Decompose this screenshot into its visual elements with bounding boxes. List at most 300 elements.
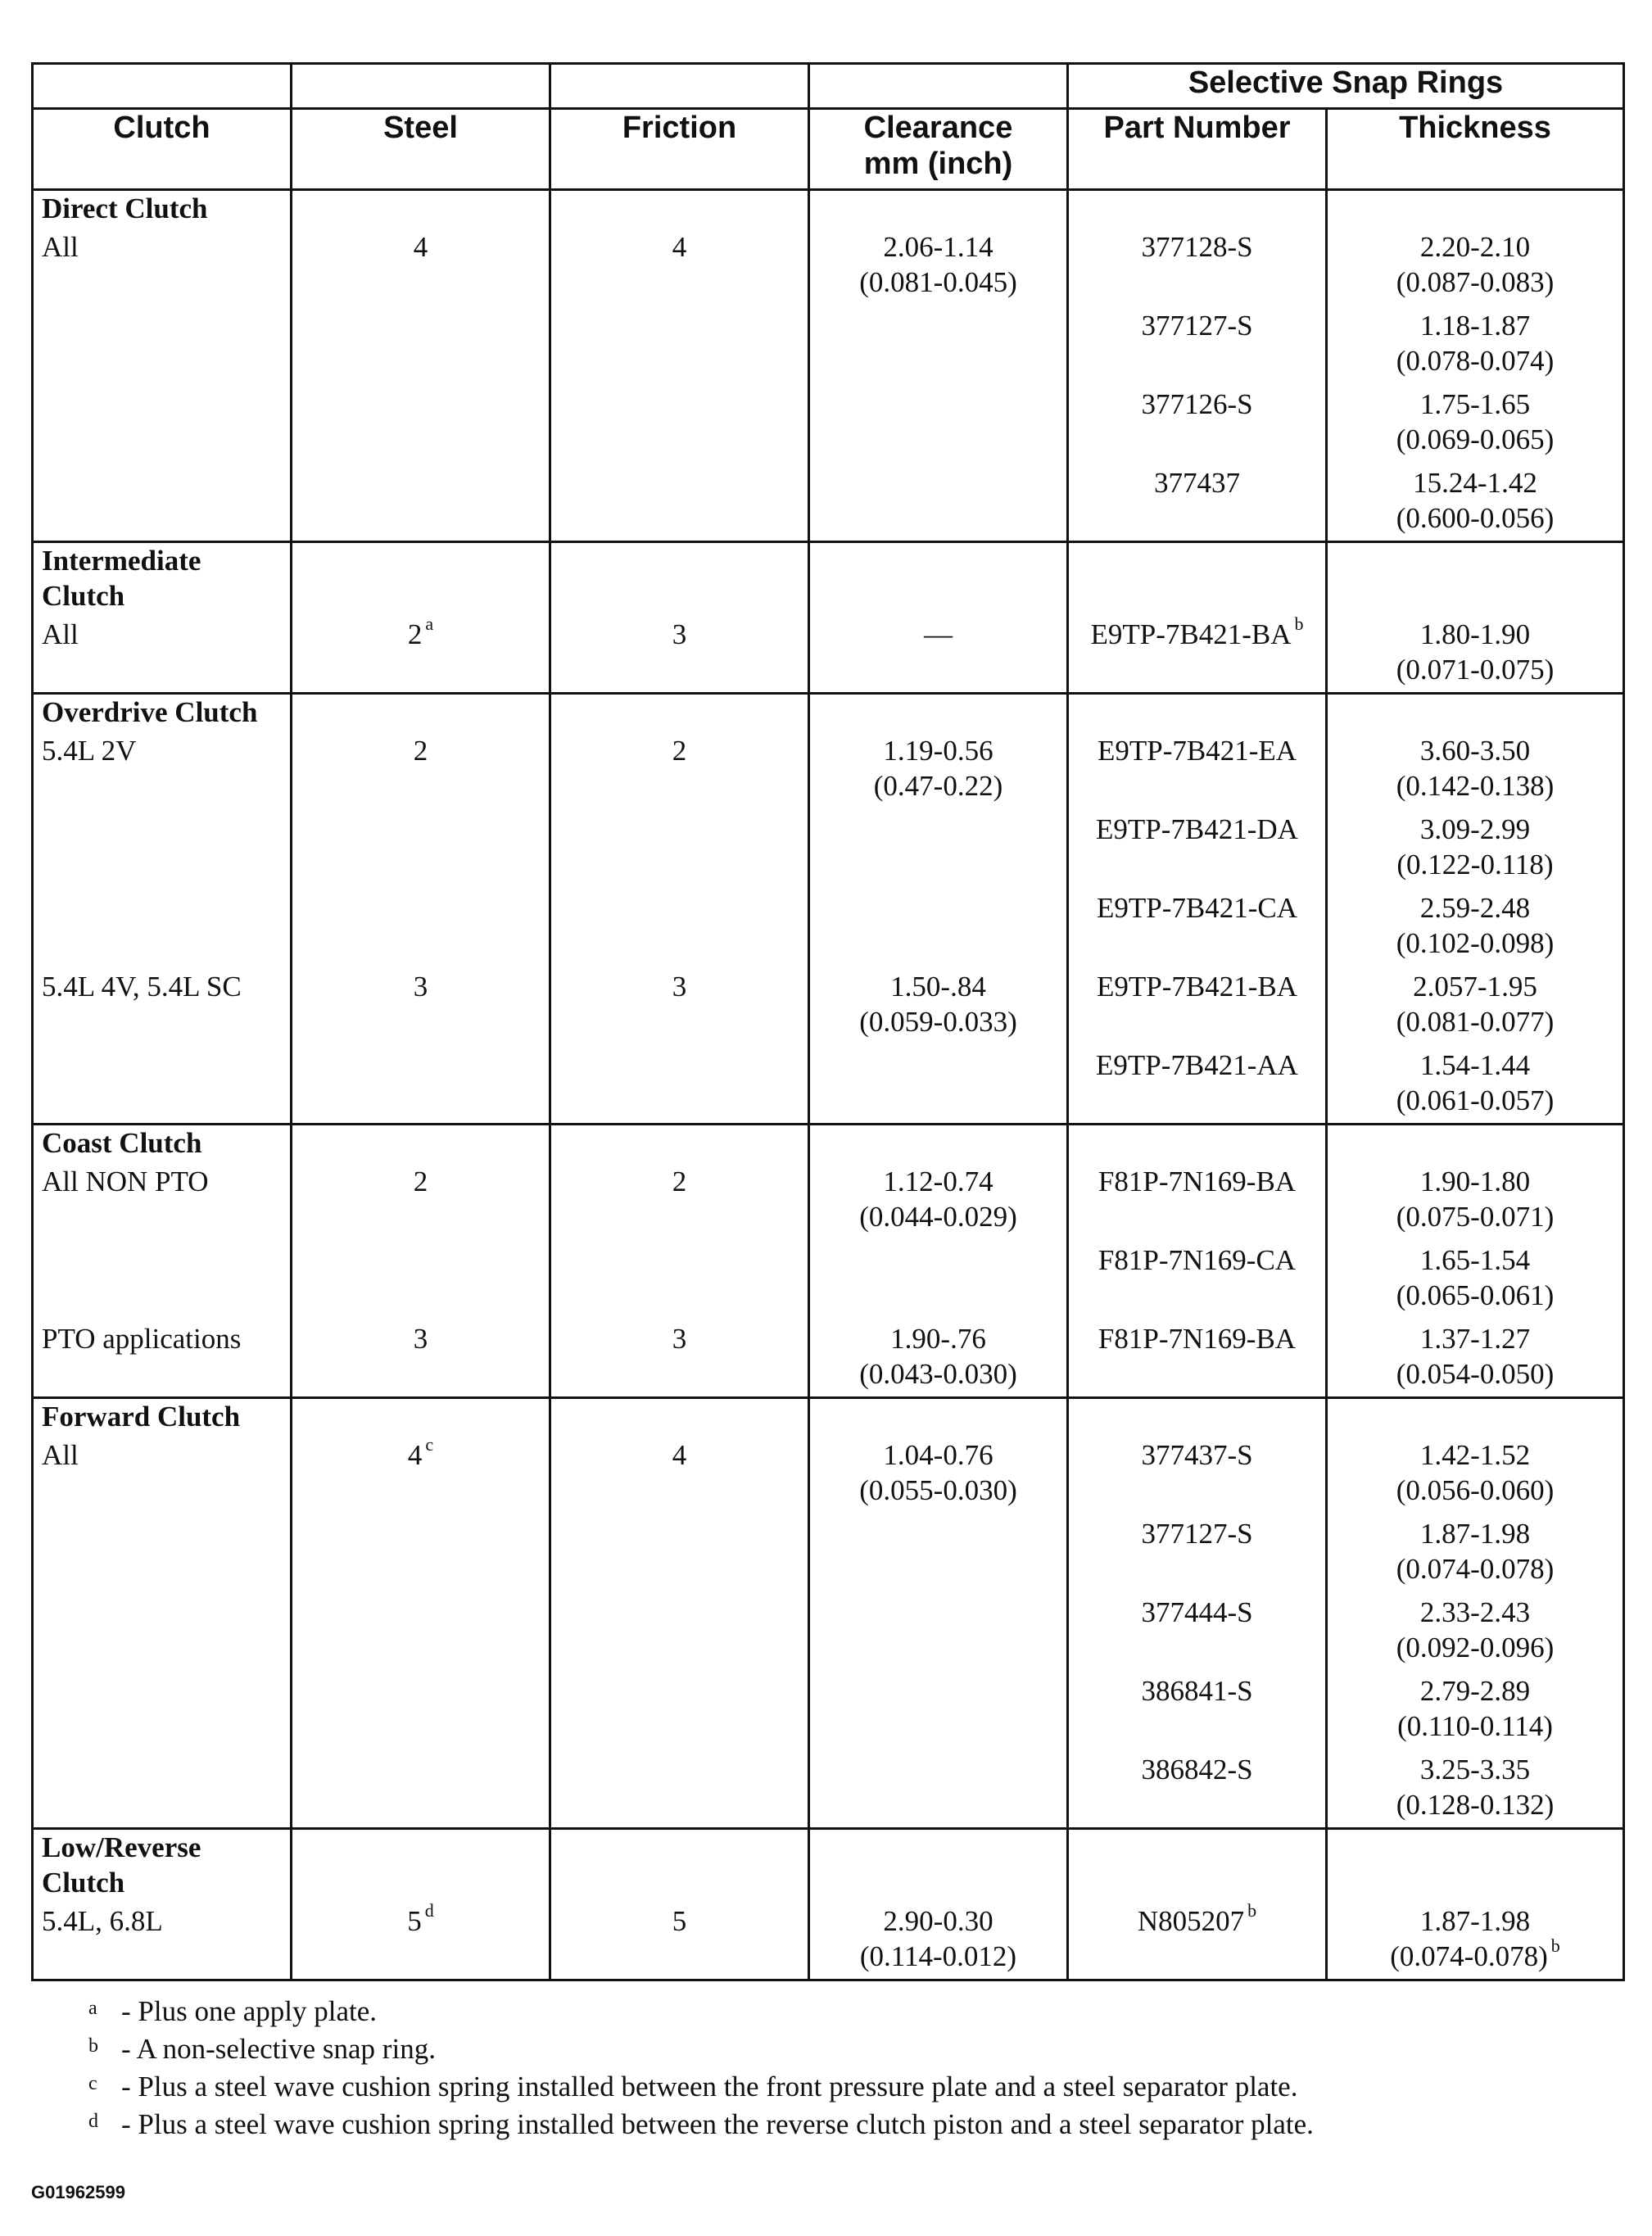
part-number-cell: [1068, 1044, 1327, 1125]
empty-cell: [550, 1125, 809, 1161]
thickness-mm: [1336, 1242, 1614, 1278]
part-number-cell: [1068, 1591, 1327, 1670]
header-selective-snap-rings: Selective Snap Rings: [1068, 64, 1624, 109]
table-row: [33, 730, 1624, 808]
steel-value-text: 2: [407, 618, 423, 650]
steel-cell: [292, 887, 550, 966]
footnote-ref: a: [425, 613, 434, 635]
part-number: [1077, 1164, 1317, 1199]
thickness-cell: [1327, 1318, 1624, 1398]
empty-cell: [1327, 1125, 1624, 1161]
empty-cell: [292, 1398, 550, 1435]
clearance-cell: [809, 966, 1068, 1044]
header-blank: [550, 64, 809, 109]
steel-value-text: 2: [413, 1166, 428, 1197]
clutch-cell: [33, 1670, 292, 1749]
steel-value: [301, 1434, 541, 1473]
group-title: Coast Clutch: [33, 1125, 292, 1161]
empty-cell: [809, 1829, 1068, 1901]
empty-cell: [1068, 1125, 1327, 1161]
steel-cell: [292, 613, 550, 694]
clearance-cell: [809, 1318, 1068, 1398]
part-number-text: N805207: [1137, 1905, 1245, 1937]
friction-cell: [550, 1318, 809, 1398]
clutch-cell: [33, 1513, 292, 1591]
empty-cell: [1068, 1829, 1327, 1901]
friction-cell: [550, 1239, 809, 1318]
clutch-value: [42, 617, 282, 652]
clutch-cell: [33, 808, 292, 887]
clearance-inch: [818, 1356, 1058, 1392]
thickness-mm-text: 1.75-1.65: [1419, 388, 1531, 420]
clearance-cell: [809, 887, 1068, 966]
thickness-inch-text: (0.122-0.118): [1396, 849, 1554, 880]
part-number-cell: [1068, 1513, 1327, 1591]
friction-cell: [550, 1749, 809, 1829]
part-number: [1077, 969, 1317, 1004]
clearance-cell: [809, 1161, 1068, 1239]
part-number-text: 377444-S: [1141, 1596, 1253, 1628]
thickness-mm: [1336, 1437, 1614, 1473]
header-clearance-label: Clearance mm (inch): [863, 111, 1013, 181]
part-number: [1077, 1752, 1317, 1787]
group-title: Direct Clutch: [33, 190, 292, 227]
steel-value: [301, 733, 541, 768]
steel-cell: [292, 305, 550, 383]
clutch-value-text: All: [42, 618, 79, 650]
clearance-inch-text: (0.044-0.029): [859, 1201, 1017, 1233]
clutch-value-text: All NON PTO: [42, 1166, 209, 1197]
clutch-cell: [33, 1044, 292, 1125]
part-number-cell: [1068, 966, 1327, 1044]
thickness-mm-text: 2.59-2.48: [1419, 892, 1531, 924]
thickness-mm-text: 1.42-1.52: [1419, 1439, 1531, 1471]
empty-cell: [292, 542, 550, 614]
thickness-cell: [1327, 1513, 1624, 1591]
clutch-cell: [33, 383, 292, 462]
steel-cell: [292, 462, 550, 542]
friction-cell: [550, 808, 809, 887]
clutch-cell: [33, 1239, 292, 1318]
thickness-cell: [1327, 1900, 1624, 1980]
footnote-text: - Plus one apply plate.: [121, 1995, 378, 2027]
part-number: [1077, 1673, 1317, 1709]
part-number-text: 377127-S: [1141, 1518, 1253, 1550]
part-number-cell: [1068, 613, 1327, 694]
friction-cell: [550, 462, 809, 542]
thickness-inch-text: (0.056-0.060): [1396, 1474, 1555, 1506]
clearance-cell: [809, 1044, 1068, 1125]
table-row: [33, 966, 1624, 1044]
thickness-inch-text: (0.087-0.083): [1396, 266, 1555, 298]
friction-value: [559, 969, 799, 1004]
table-row: [33, 1044, 1624, 1125]
clearance-inch-text: (0.47-0.22): [873, 770, 1003, 802]
friction-cell: [550, 887, 809, 966]
clearance-mm: [818, 1437, 1058, 1473]
clearance-cell: [809, 1239, 1068, 1318]
steel-value: [301, 1164, 541, 1199]
table-row: [33, 1161, 1624, 1239]
clearance-cell: [809, 462, 1068, 542]
thickness-mm: [1336, 308, 1614, 343]
steel-cell: [292, 1318, 550, 1398]
thickness-inch: [1336, 1004, 1614, 1039]
document: [31, 62, 1623, 2143]
clutch-cell: [33, 1900, 292, 1980]
friction-cell: [550, 1161, 809, 1239]
clearance-inch-text: (0.059-0.033): [859, 1006, 1017, 1038]
friction-value-text: 2: [672, 1166, 687, 1197]
thickness-inch: [1336, 1787, 1614, 1822]
steel-value-text: 3: [413, 971, 428, 1003]
table-row: [33, 887, 1624, 966]
friction-cell: [550, 730, 809, 808]
table-row: [33, 1239, 1624, 1318]
steel-cell: [292, 1513, 550, 1591]
thickness-inch: [1336, 1278, 1614, 1313]
steel-value: [301, 969, 541, 1004]
footnote-ref: b: [1294, 613, 1304, 635]
footnote: [88, 2068, 1623, 2106]
group-title-row: [33, 1398, 1624, 1435]
thickness-inch: [1336, 1935, 1614, 1974]
clearance-cell: [809, 730, 1068, 808]
header-row-columns: [33, 109, 1624, 190]
thickness-cell: [1327, 730, 1624, 808]
footnote-mark: d: [88, 2111, 98, 2132]
steel-cell: [292, 383, 550, 462]
header-blank: [292, 64, 550, 109]
clutch-cell: [33, 1749, 292, 1829]
group-title-row: [33, 542, 1624, 614]
part-number-text: 377126-S: [1141, 388, 1253, 420]
friction-cell: [550, 966, 809, 1044]
thickness-inch: [1336, 1356, 1614, 1392]
table-row: [33, 1513, 1624, 1591]
empty-cell: [809, 1125, 1068, 1161]
part-number-cell: [1068, 1161, 1327, 1239]
thickness-inch: [1336, 422, 1614, 457]
thickness-inch: [1336, 1083, 1614, 1118]
group-title: Low/Reverse Clutch: [33, 1829, 292, 1901]
clutch-value: [42, 733, 282, 768]
clearance-cell: [809, 1513, 1068, 1591]
part-number-cell: [1068, 1900, 1327, 1980]
thickness-mm: [1336, 1048, 1614, 1083]
friction-cell: [550, 1513, 809, 1591]
clearance-mm-text: 1.12-0.74: [883, 1166, 993, 1197]
clearance-cell: [809, 1749, 1068, 1829]
thickness-mm-text: 1.37-1.27: [1419, 1323, 1531, 1355]
footnote-ref: b: [1550, 1935, 1560, 1957]
part-number-cell: [1068, 1434, 1327, 1513]
thickness-mm-text: 1.90-1.80: [1419, 1166, 1531, 1197]
friction-cell: [550, 305, 809, 383]
clutch-value: [42, 229, 282, 265]
footnote-text: - Plus a steel wave cushion spring installed between the reverse clutch piston and a steel separator plate.: [121, 2108, 1314, 2140]
empty-cell: [809, 190, 1068, 227]
group-title: Forward Clutch: [33, 1398, 292, 1435]
clearance-mm-text: 2.06-1.14: [883, 231, 993, 263]
footnote: [88, 2030, 1623, 2068]
friction-cell: [550, 1591, 809, 1670]
steel-cell: [292, 226, 550, 305]
footnote-mark: c: [88, 2073, 97, 2094]
clearance-inch: [818, 1939, 1058, 1974]
part-number-cell: [1068, 1318, 1327, 1398]
part-number: [1077, 890, 1317, 926]
clearance-cell: [809, 1670, 1068, 1749]
group-title-row: [33, 190, 1624, 227]
steel-cell: [292, 1239, 550, 1318]
thickness-mm-text: 1.65-1.54: [1419, 1244, 1531, 1276]
thickness-mm: [1336, 1673, 1614, 1709]
table-body: [33, 190, 1624, 1980]
empty-cell: [1327, 694, 1624, 731]
thickness-mm-text: 1.18-1.87: [1419, 310, 1531, 342]
clutch-value-text: 5.4L 2V: [42, 735, 137, 767]
thickness-mm: [1336, 1903, 1614, 1939]
table-row: [33, 462, 1624, 542]
part-number: [1077, 465, 1317, 500]
thickness-inch: [1336, 1199, 1614, 1234]
empty-cell: [1068, 1398, 1327, 1435]
empty-cell: [1327, 1398, 1624, 1435]
clearance-mm-text: 1.50-.84: [890, 971, 986, 1003]
clutch-value: [42, 969, 282, 1004]
thickness-mm: [1336, 969, 1614, 1004]
friction-cell: [550, 383, 809, 462]
table-row: [33, 305, 1624, 383]
thickness-cell: [1327, 383, 1624, 462]
friction-value: [559, 1321, 799, 1356]
thickness-mm-text: 3.09-2.99: [1419, 813, 1531, 845]
part-number-cell: [1068, 226, 1327, 305]
header-row-group: [33, 64, 1624, 109]
steel-cell: [292, 1670, 550, 1749]
clutch-cell: [33, 305, 292, 383]
part-number: [1077, 308, 1317, 343]
table-row: [33, 1670, 1624, 1749]
thickness-inch-text: (0.078-0.074): [1396, 345, 1555, 377]
steel-value-text: 2: [413, 735, 428, 767]
part-number: [1077, 387, 1317, 422]
footnote-mark: b: [88, 2035, 98, 2057]
header-blank: [809, 64, 1068, 109]
clutch-cell: [33, 887, 292, 966]
clutch-value: [42, 1437, 282, 1473]
friction-value-text: 5: [672, 1905, 687, 1937]
part-number-cell: [1068, 730, 1327, 808]
thickness-mm: [1336, 812, 1614, 847]
group-title-row: [33, 694, 1624, 731]
clearance-cell: [809, 1434, 1068, 1513]
empty-cell: [550, 190, 809, 227]
steel-value-text: 3: [413, 1323, 428, 1355]
footnotes: [31, 1993, 1623, 2143]
thickness-mm-text: 2.33-2.43: [1419, 1596, 1531, 1628]
table-row: [33, 1900, 1624, 1980]
clearance-mm: [818, 1164, 1058, 1199]
thickness-cell: [1327, 1044, 1624, 1125]
thickness-mm: [1336, 1164, 1614, 1199]
thickness-inch-text: (0.600-0.056): [1396, 502, 1555, 534]
clearance-inch-text: (0.081-0.045): [859, 266, 1017, 298]
clutch-cell: [33, 1591, 292, 1670]
clearance-mm: [818, 1321, 1058, 1356]
clutch-cell: [33, 613, 292, 694]
thickness-cell: [1327, 808, 1624, 887]
thickness-mm-text: 1.54-1.44: [1419, 1049, 1531, 1081]
thickness-inch-text: (0.054-0.050): [1396, 1358, 1555, 1390]
friction-value-text: 2: [672, 735, 687, 767]
clutch-cell: [33, 462, 292, 542]
footnote-mark: a: [88, 1998, 97, 2019]
thickness-inch-text: (0.061-0.057): [1396, 1084, 1555, 1116]
table-row: [33, 1318, 1624, 1398]
steel-value: [301, 1900, 541, 1939]
clutch-value: [42, 1321, 282, 1356]
thickness-mm-text: 2.79-2.89: [1419, 1675, 1531, 1707]
header-steel: Steel: [292, 109, 550, 190]
footnote-text: - Plus a steel wave cushion spring installed between the front pressure plate and a steel separator plate.: [121, 2071, 1298, 2102]
friction-value: [559, 733, 799, 768]
thickness-mm-text: 1.87-1.98: [1419, 1905, 1531, 1937]
thickness-inch-text: (0.092-0.096): [1396, 1632, 1555, 1663]
thickness-cell: [1327, 1434, 1624, 1513]
clutch-cell: [33, 966, 292, 1044]
friction-value: [559, 1903, 799, 1939]
clearance-mm-text: 2.90-0.30: [883, 1905, 993, 1937]
part-number-cell: [1068, 1670, 1327, 1749]
clutch-cell: [33, 1318, 292, 1398]
figure-id: G01962599: [31, 2182, 125, 2202]
clutch-value-text: All: [42, 1439, 79, 1471]
clearance-cell: [809, 226, 1068, 305]
thickness-mm: [1336, 1752, 1614, 1787]
thickness-mm-text: 1.80-1.90: [1419, 618, 1531, 650]
empty-cell: [809, 1398, 1068, 1435]
clearance-cell: [809, 613, 1068, 694]
thickness-cell: [1327, 1670, 1624, 1749]
clearance-mm: [818, 1903, 1058, 1939]
friction-value-text: 3: [672, 1323, 687, 1355]
table-row: [33, 383, 1624, 462]
empty-cell: [292, 694, 550, 731]
thickness-mm: [1336, 387, 1614, 422]
thickness-cell: [1327, 887, 1624, 966]
thickness-cell: [1327, 1161, 1624, 1239]
thickness-mm-text: 2.20-2.10: [1419, 231, 1531, 263]
part-number-text: E9TP-7B421-EA: [1097, 735, 1297, 767]
thickness-mm: [1336, 1595, 1614, 1630]
clutch-value-text: PTO applications: [42, 1323, 242, 1355]
clearance-cell: [809, 1591, 1068, 1670]
thickness-inch: [1336, 926, 1614, 961]
empty-cell: [809, 542, 1068, 614]
thickness-cell: [1327, 462, 1624, 542]
part-number-text: E9TP-7B421-AA: [1096, 1049, 1298, 1081]
thickness-inch-text: (0.071-0.075): [1396, 654, 1555, 686]
part-number-text: F81P-7N169-CA: [1098, 1244, 1297, 1276]
part-number: [1077, 1048, 1317, 1083]
group-title: Overdrive Clutch: [33, 694, 292, 731]
thickness-mm: [1336, 229, 1614, 265]
friction-cell: [550, 1670, 809, 1749]
group-title: Intermediate Clutch: [33, 542, 292, 614]
thickness-cell: [1327, 226, 1624, 305]
clearance-inch: [818, 768, 1058, 803]
thickness-inch-text: (0.081-0.077): [1396, 1006, 1555, 1038]
thickness-inch: [1336, 343, 1614, 378]
clutch-value: [42, 1903, 282, 1939]
part-number-text: F81P-7N169-BA: [1098, 1323, 1297, 1355]
steel-cell: [292, 966, 550, 1044]
clutch-cell: [33, 1434, 292, 1513]
thickness-mm: [1336, 465, 1614, 500]
thickness-inch: [1336, 652, 1614, 687]
header-clutch: Clutch: [33, 109, 292, 190]
thickness-inch: [1336, 1473, 1614, 1508]
steel-cell: [292, 1900, 550, 1980]
part-number-text: E9TP-7B421-BA: [1097, 971, 1297, 1003]
thickness-cell: [1327, 613, 1624, 694]
friction-value-text: 4: [672, 1439, 687, 1471]
clutch-cell: [33, 730, 292, 808]
part-number-cell: [1068, 462, 1327, 542]
steel-cell: [292, 730, 550, 808]
clutch-cell: [33, 226, 292, 305]
friction-value-text: 3: [672, 618, 687, 650]
group-title-row: [33, 1829, 1624, 1901]
thickness-inch: [1336, 1630, 1614, 1665]
thickness-mm: [1336, 617, 1614, 652]
clearance-inch: [818, 1004, 1058, 1039]
empty-cell: [1068, 542, 1327, 614]
part-number-cell: [1068, 808, 1327, 887]
part-number-text: 377437-S: [1141, 1439, 1253, 1471]
steel-cell: [292, 1161, 550, 1239]
steel-cell: [292, 1434, 550, 1513]
part-number-text: E9TP-7B421-CA: [1097, 892, 1297, 924]
steel-value-text: 4: [407, 1439, 423, 1471]
footnote-ref: d: [424, 1900, 434, 1921]
header-blank: [33, 64, 292, 109]
clearance-inch-text: (0.114-0.012): [859, 1940, 1017, 1972]
part-number-cell: [1068, 1239, 1327, 1318]
empty-cell: [292, 190, 550, 227]
part-number-text: 377437: [1154, 467, 1240, 499]
friction-value: [559, 617, 799, 652]
clutch-spec-table: [31, 62, 1625, 1981]
thickness-mm: [1336, 1516, 1614, 1551]
empty-cell: [1068, 694, 1327, 731]
steel-cell: [292, 1749, 550, 1829]
thickness-inch-text: (0.075-0.071): [1396, 1201, 1555, 1233]
clearance-mm: [818, 617, 1058, 652]
empty-cell: [550, 542, 809, 614]
table-row: [33, 808, 1624, 887]
part-number: [1077, 1900, 1317, 1939]
steel-cell: [292, 808, 550, 887]
friction-value: [559, 1164, 799, 1199]
part-number-cell: [1068, 1749, 1327, 1829]
header-friction: Friction: [550, 109, 809, 190]
empty-cell: [550, 694, 809, 731]
empty-cell: [550, 1398, 809, 1435]
part-number-text: E9TP-7B421-BA: [1090, 618, 1292, 650]
